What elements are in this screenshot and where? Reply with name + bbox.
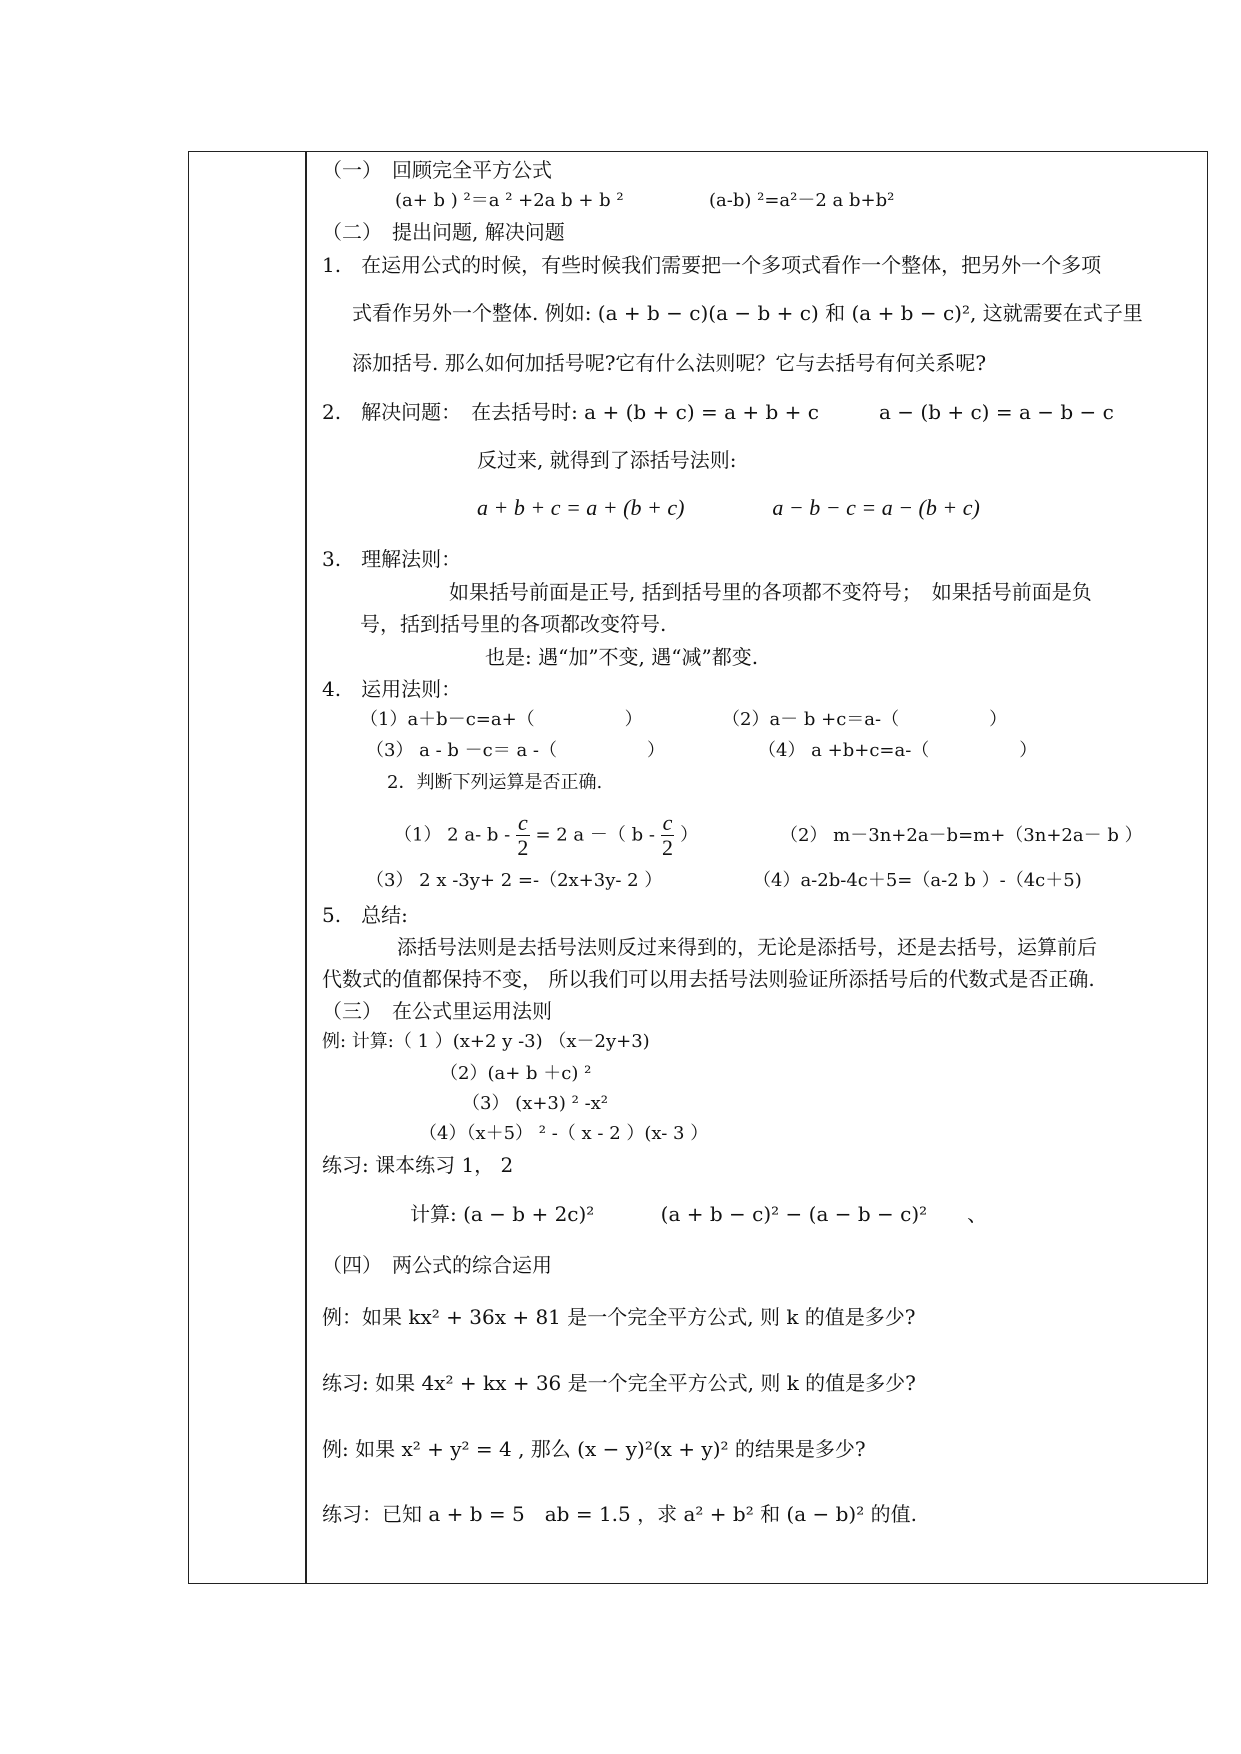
table-column-divider	[305, 151, 307, 1584]
question-3: 例: 如果 x² + y² = 4 , 那么 (x − y)²(x + y)² 的结果是多少?	[322, 1437, 866, 1461]
paragraph-3-line-3: 也是: 遇“加”不变, 遇“减”都变.	[485, 645, 759, 669]
paragraph-1-line-1: 1. 在运用公式的时候，有些时候我们需要把一个多项式看作一个整体，把另外一个多项	[322, 253, 1102, 277]
judge-title: 2．判断下列运算是否正确.	[387, 772, 603, 793]
paragraph-3-title: 3. 理解法则：	[322, 547, 462, 571]
summary-line-2: 代数式的值都保持不变， 所以我们可以用去括号法则验证所添括号后的代数式是否正确.	[322, 967, 1095, 991]
example-4: （4）（x＋5） ² -（ x - 2 ）(x- 3 ）	[419, 1123, 709, 1144]
section-4-heading: （四） 两公式的综合运用	[322, 1253, 552, 1277]
content-cell	[322, 151, 1202, 1584]
summary-line-1: 添括号法则是去括号法则反过来得到的，无论是添括号，还是去括号，运算前后	[397, 935, 1097, 959]
fraction-c-over-2: $\frac{c}{2}$	[517, 810, 529, 860]
question-2: 练习: 如果 4x² + kx + 36 是一个完全平方公式, 则 k 的值是多少?	[322, 1371, 916, 1395]
section-3-heading: （三） 在公式里运用法则	[322, 999, 552, 1023]
paragraph-2-line-2: 反过来, 就得到了添括号法则:	[477, 448, 737, 472]
practice-calc: 计算: (a − b + 2c)² (a + b − c)² − (a − b − c)² 、	[410, 1202, 988, 1226]
paragraph-1-line-3: 添加括号. 那么如何加括号呢?它有什么法则呢？它与去括号有何关系呢?	[352, 351, 987, 375]
question-4: 练习：已知 a + b = 5 ab = 1.5 ，求 a² + b² 和 (a − b)² 的值.	[322, 1502, 917, 1526]
add-bracket-rule: a + b + c = a + (b + c) a − b − c = a − (b + c)	[477, 495, 980, 520]
paragraph-3-line-2: 号，括到括号里的各项都改变符号.	[360, 612, 667, 636]
exercise-4-1: （1）a＋b－c=a+（ ）	[360, 709, 643, 730]
question-1: 例：如果 kx² + 36x + 81 是一个完全平方公式, 则 k 的值是多少?	[322, 1305, 916, 1329]
paragraph-3-line-1: 如果括号前面是正号, 括到括号里的各项都不变符号； 如果括号前面是负	[449, 580, 1092, 604]
formula-difference-square: (a-b) ²=a²－2 a b+b²	[709, 190, 895, 211]
example-3: （3） (x+3) ² -x²	[462, 1093, 609, 1114]
judge-3: （3） 2 x -3y+ 2 =-（2x+3y- 2 ）	[366, 870, 663, 891]
formula-sum-square: (a+ b ) ²＝a ² +2a b + b ²	[395, 190, 624, 211]
section-1-heading: （一） 回顾完全平方公式	[322, 158, 552, 182]
example-1: 例: 计算:（ 1 ）(x+2 y -3) （x－2y+3)	[322, 1031, 650, 1052]
paragraph-1-line-2: 式看作另外一个整体. 例如: (a + b − c)(a − b + c) 和 (a + b − c)², 这就需要在式子里	[352, 301, 1143, 325]
exercise-4-4: （4） a +b+c=a-（ ）	[758, 740, 1038, 761]
paragraph-5-title: 5. 总结:	[322, 903, 408, 927]
judge-2: （2） m－3n+2a－b=m+（3n+2a－ b ）	[780, 825, 1143, 846]
exercise-4-2: （2）a－ b +c＝a-（ ）	[722, 709, 1008, 730]
paragraph-2-line-1: 2. 解决问题： 在去括号时: a + (b + c) = a + b + c a − (b + c) = a − b − c	[322, 400, 1114, 424]
exercise-4-3: （3） a - b －c＝ a -（ ）	[366, 740, 666, 761]
section-2-heading: （二） 提出问题, 解决问题	[322, 220, 565, 244]
paragraph-4-title: 4. 运用法则：	[322, 677, 462, 701]
judge-4: （4）a-2b-4c＋5=（a-2 b ）-（4c＋5)	[753, 870, 1082, 891]
fraction-c-over-2: $\frac{c}{2}$	[662, 810, 674, 860]
judge-1: （1） 2 a- b - $\frac{c}{2}$ = 2 a －（ b - $\frac{c}{2}$ ）	[394, 810, 699, 860]
example-2: （2）(a+ b ＋c) ²	[440, 1063, 592, 1084]
practice-line: 练习: 课本练习 1， 2	[322, 1153, 514, 1177]
